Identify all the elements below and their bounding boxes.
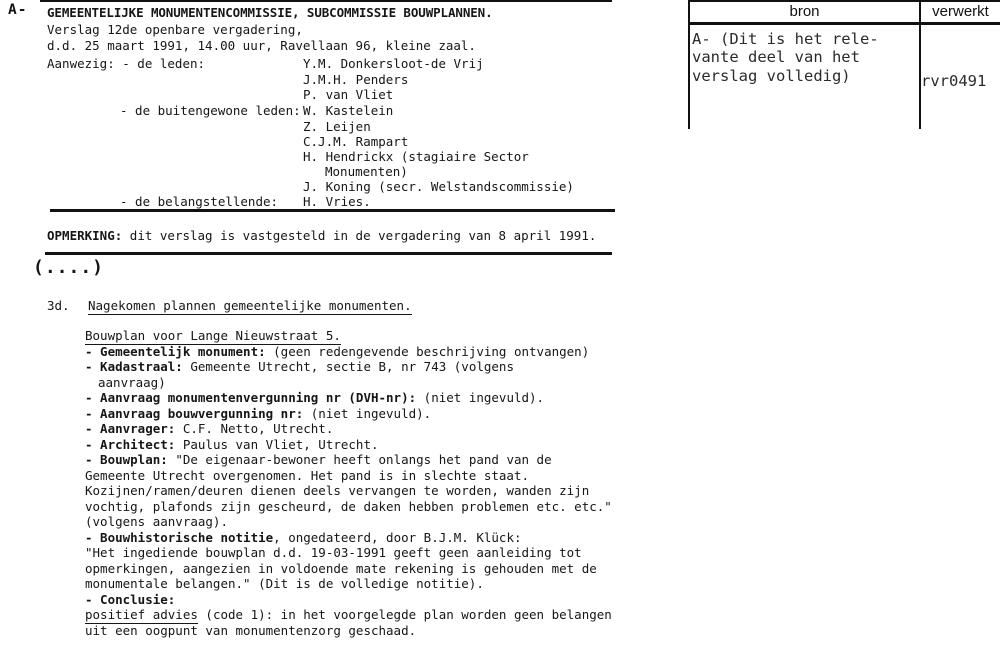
body-line: - Gemeentelijk monument: (geen redengevende beschrijving ontvangen) [85,344,590,359]
meeting-line: d.d. 25 maart 1991, 14.00 uur, Ravellaan 96, kleine zaal. [47,38,476,53]
attendance-label: Aanwezig: - de leden: [47,56,206,71]
body-line: - Aanvrager: C.F. Netto, Utrecht. [85,421,334,436]
section-heading: Nagekomen plannen gemeentelijke monumenten. [88,298,412,313]
body-line: opmerkingen, aangezien in voldoende mate rekening is gehouden met de [85,561,597,576]
attendee-name: Y.M. Donkersloot-de Vrij [303,56,484,71]
attendee-name: H. Vries. [303,194,371,209]
body-line: - Kadastraal: Gemeente Utrecht, sectie B, nr 743 (volgens [85,359,514,374]
divider-rule [50,209,615,212]
omission-mark: (....) [33,257,105,278]
body-line: Bouwplan voor Lange Nieuwstraat 5. [85,328,341,343]
attendee-name: Monumenten) [325,164,408,179]
body-line: - Bouwhistorische notitie, ongedateerd, door B.J.M. Klück: [85,530,522,545]
body-line: "Het ingediende bouwplan d.d. 19-03-1991 geeft geen aanleiding tot [85,545,582,560]
top-scan-line [40,0,612,2]
stamp-bron-cell-line: vante deel van het [692,48,860,66]
meeting-line: Verslag 12de openbare vergadering, [47,22,303,37]
attendee-name: J.M.H. Penders [303,72,409,87]
stamp-bron-cell-line: verslag volledig) [692,67,851,85]
stamp-column-header-bron: bron [789,3,820,20]
attendee-name: H. Hendrickx (stagiaire Sector [303,149,529,164]
body-line: monumentale belangen." (Dit is de volledige notitie). [85,576,484,591]
margin-label: A- [8,2,28,18]
body-line: positief advies (code 1): in het voorgelegde plan worden geen belangen [85,607,612,622]
divider-rule [45,252,612,255]
section-number: 3d. [47,298,70,313]
attendee-name: W. Kastelein [303,103,394,118]
body-line: uit een oogpunt van monumentenzorg geschaad. [85,623,417,638]
attendee-name: Z. Leijen [303,119,371,134]
stamp-table-header-border [688,22,1000,25]
remark-label: OPMERKING: [47,228,123,243]
document-title: GEMEENTELIJKE MONUMENTENCOMMISSIE, SUBCOMMISSIE BOUWPLANNEN. [47,5,493,20]
remark-text: dit verslag is vastgesteld in de vergadering van 8 april 1991. [122,228,597,243]
body-line: - Bouwplan: "De eigenaar-bewoner heeft onlangs het pand van de [85,452,552,467]
stamp-verwerkt-code: rvr0491 [921,72,987,90]
body-line: aanvraag) [98,375,166,390]
attendee-name: P. van Vliet [303,87,394,102]
attendee-name: J. Koning (secr. Welstandscommissie) [303,179,574,194]
body-line: - Aanvraag bouwvergunning nr: (niet ingevuld). [85,406,432,421]
stamp-column-header-verwerkt: verwerkt [932,3,989,20]
attendance-label: - de buitengewone leden: [120,103,301,118]
body-line: Kozijnen/ramen/deuren dienen deels vervangen te worden, wanden zijn [85,483,590,498]
body-line: Gemeente Utrecht overgenomen. Het pand is in slechte staat. [85,468,530,483]
body-line: - Aanvraag monumentenvergunning nr (DVH-nr): (niet ingevuld). [85,390,545,405]
stamp-table-top-border [688,0,1000,2]
body-line: - Conclusie: [85,592,176,607]
body-line: - Architect: Paulus van Vliet, Utrecht. [85,437,379,452]
attendance-label: - de belangstellende: [120,194,279,209]
body-line: vochtig, plafonds zijn gescheurd, de daken hebben problemen etc. etc." [85,499,612,514]
body-line: (volgens aanvraag). [85,514,228,529]
remark-line [47,229,596,242]
attendee-name: C.J.M. Rampart [303,134,409,149]
stamp-bron-cell-line: A- (Dit is het rele- [692,30,879,48]
